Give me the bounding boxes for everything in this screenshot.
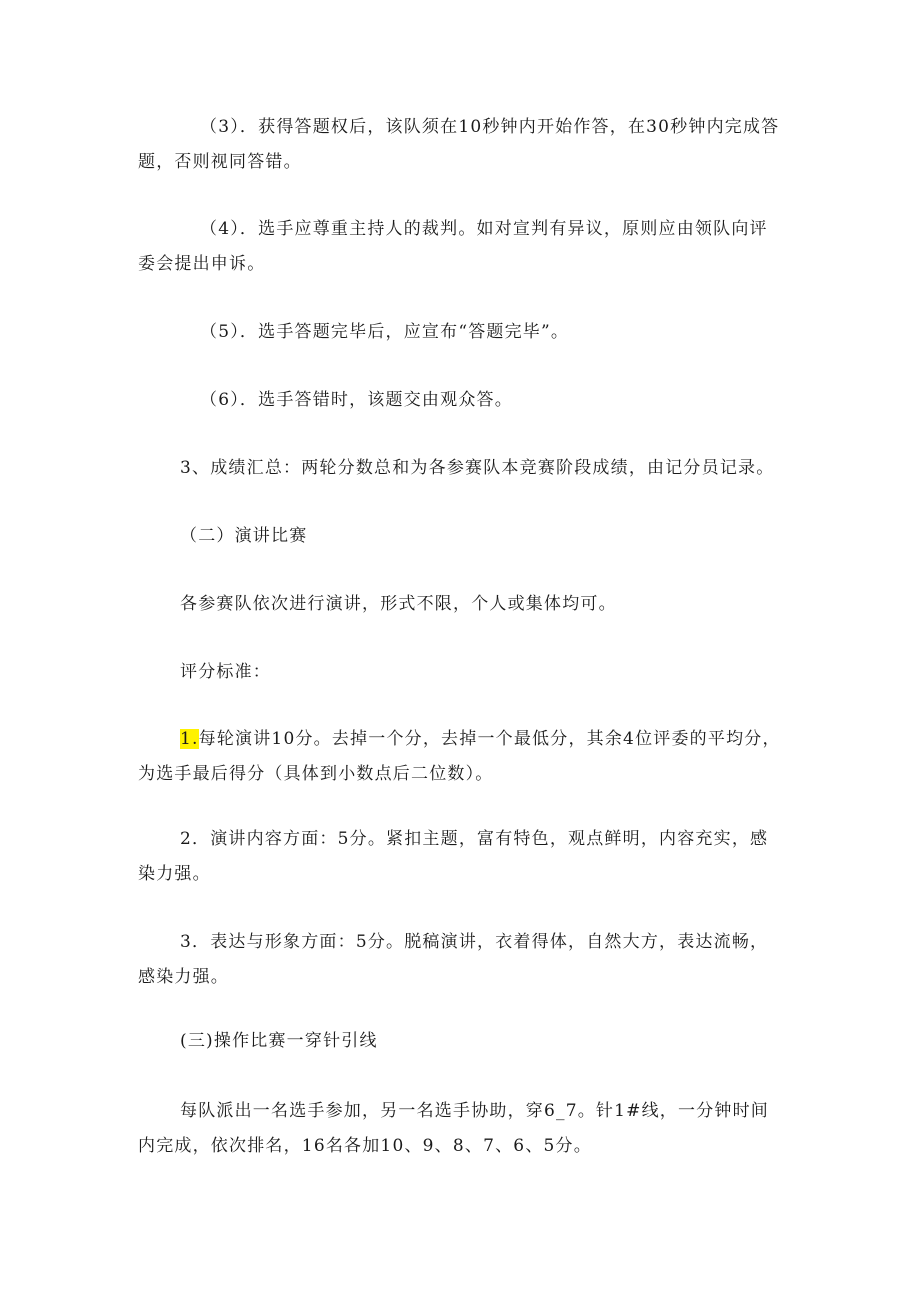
- criterion-1-text: 每轮演讲10分。去掉一个分，去掉一个最低分，其余4位评委的平均分，为选手最后得分（具体到小数点后二位数）。: [138, 729, 781, 784]
- section-heading-threading-contest: (三)操作比赛一穿针引线: [180, 1031, 378, 1051]
- paragraph-rule-4: （4）．选手应尊重主持人的裁判。如对宣判有异议，原则应由领队向评委会提出申诉。: [138, 219, 768, 274]
- section-heading-speech-contest: （二）演讲比赛: [180, 526, 308, 546]
- paragraph-rule-3: （3）．获得答题权后，该队须在10秒钟内开始作答，在30秒钟内完成答题，否则视同答错。: [138, 117, 780, 172]
- paragraph-threading-rules: 每队派出一名选手参加，另一名选手协助，穿6_7。针1#线，一分钟时间内完成，依次排名，16名各加10、9、8、7、6、5分。: [138, 1101, 769, 1156]
- paragraph-speech-intro: 各参赛队依次进行演讲，形式不限，个人或集体均可。: [180, 594, 617, 614]
- highlighted-number: 1.: [180, 729, 199, 749]
- paragraph-rule-6: （6）．选手答错时，该题交由观众答。: [200, 390, 513, 410]
- paragraph-criterion-1: [138, 722, 783, 792]
- paragraph-score-summary: 3、成绩汇总：两轮分数总和为各参赛队本竞赛阶段成绩，由记分员记录。: [180, 458, 775, 478]
- paragraph-rule-5: （5）．选手答题完毕后，应宣布“答题完毕”。: [200, 322, 570, 342]
- paragraph-scoring-criteria-label: 评分标准：: [180, 662, 271, 682]
- paragraph-criterion-2: 2．演讲内容方面：5分。紧扣主题，富有特色，观点鲜明，内容充实，感染力强。: [138, 829, 769, 884]
- paragraph-criterion-3: 3．表达与形象方面：5分。脱稿演讲，衣着得体，自然大方，表达流畅，感染力强。: [138, 932, 769, 987]
